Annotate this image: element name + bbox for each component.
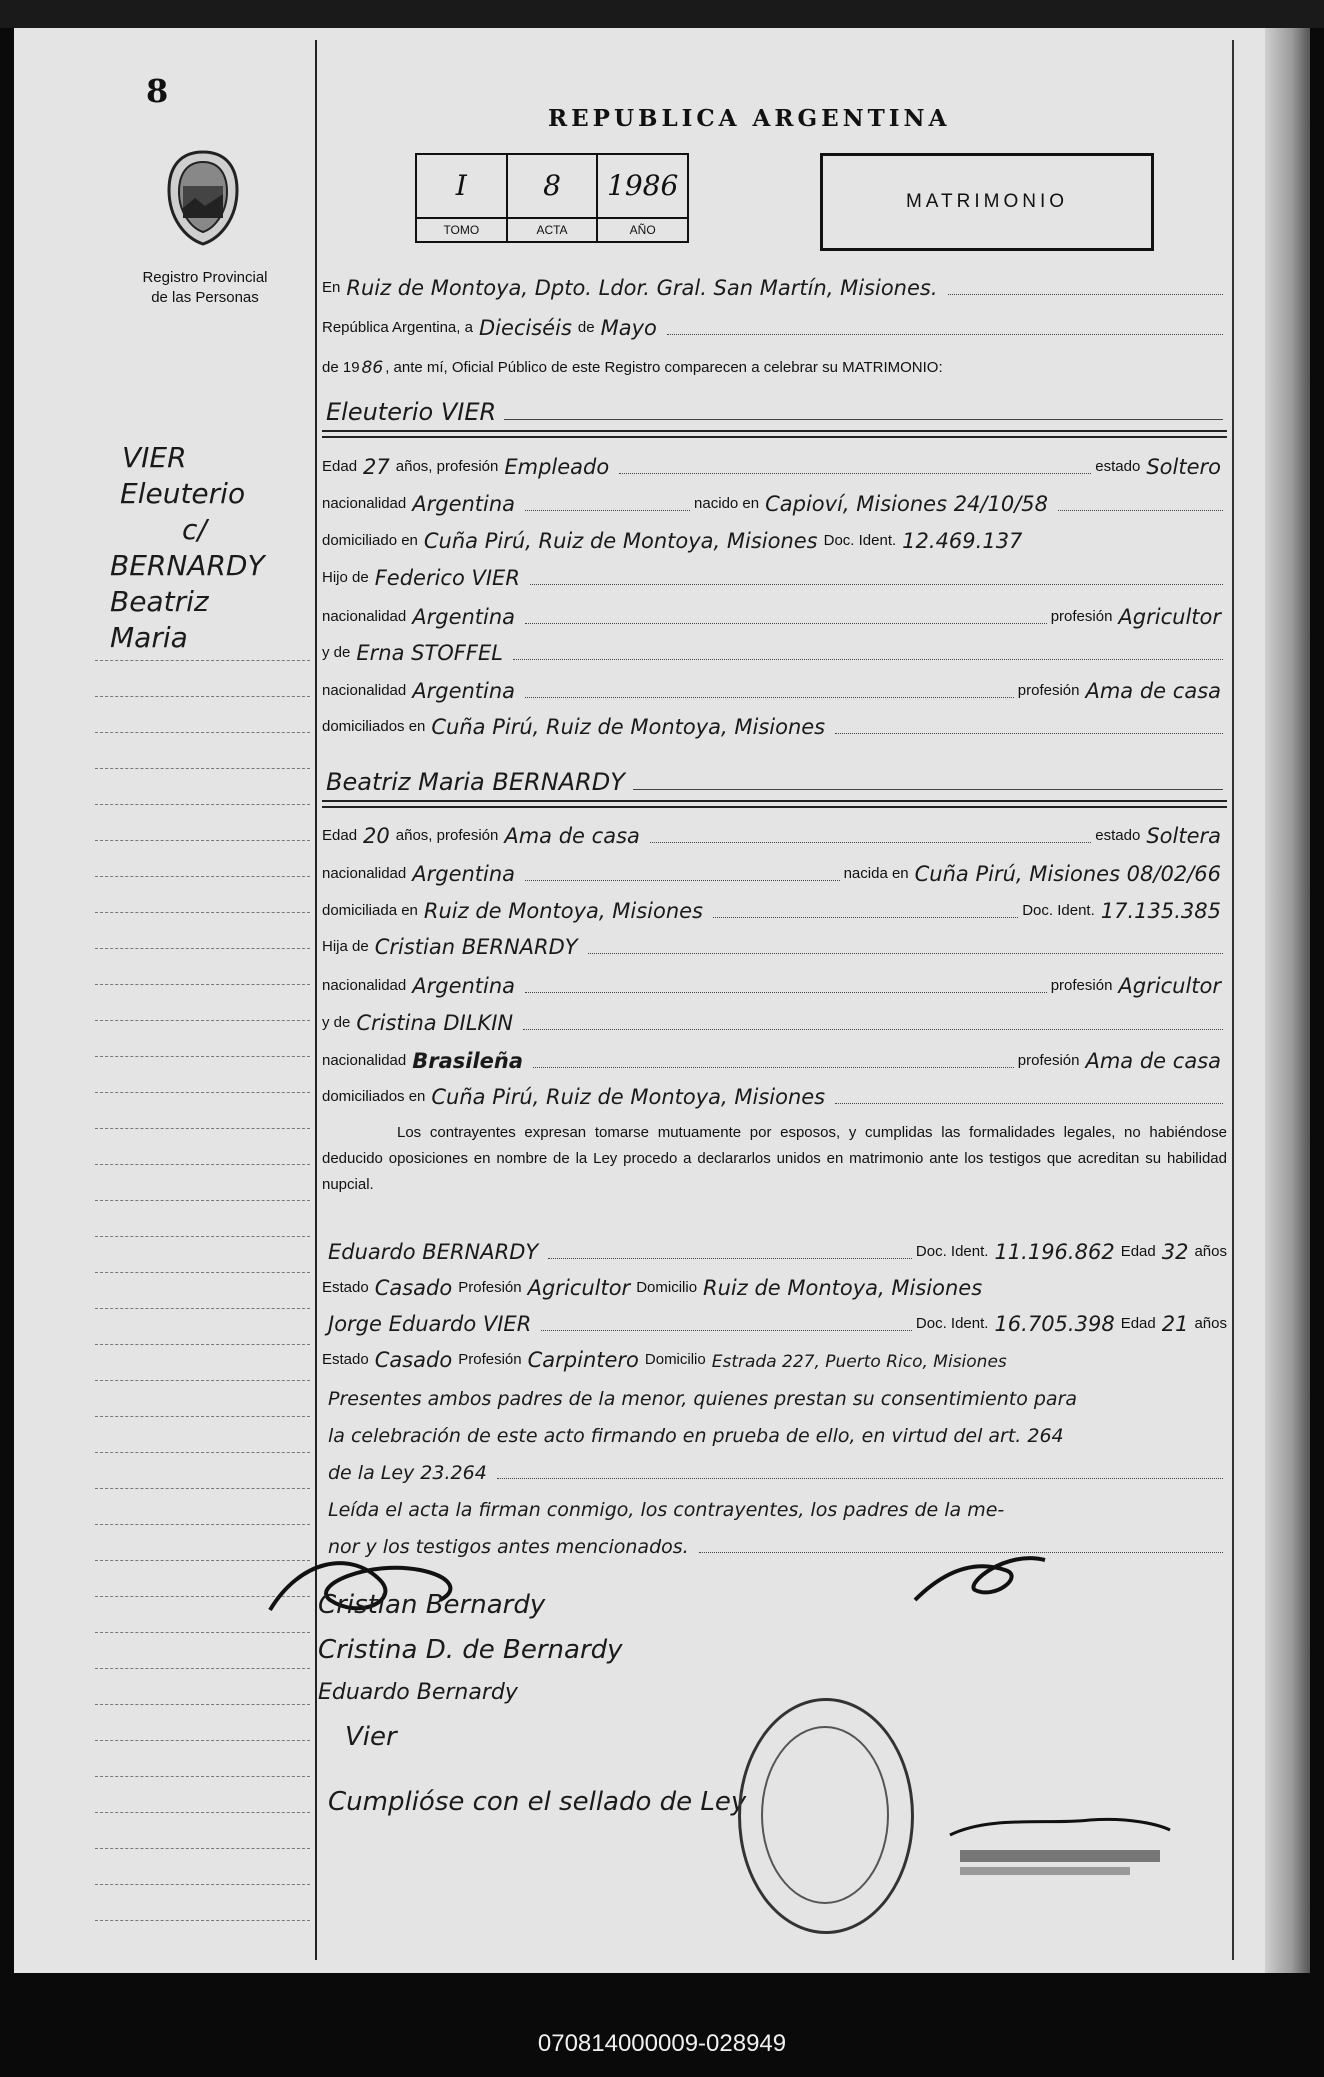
- margin-rule: [95, 1092, 310, 1093]
- note-line-1: Presentes ambos padres de la menor, quienes prestan su consentimiento para: [328, 1388, 1078, 1410]
- margin-rule: [95, 1056, 310, 1057]
- groom-name: Eleuterio VIER: [322, 390, 1227, 432]
- groom-father-line: Hijo de Federico VIER: [322, 558, 1227, 592]
- registry-stamp-icon: [738, 1698, 914, 1934]
- margin-rule: [95, 1848, 310, 1849]
- declaration-paragraph: Los contrayentes expresan tomarse mutuamente por esposos, y cumplidas las formalidades legales, no habiéndose deducido oposiciones en nombre de la Ley procedo a declararlos unidos en matrimonio ante los testigos que acreditan su habilidad nupcial.: [322, 1124, 1227, 1193]
- margin-rule: [95, 1380, 310, 1381]
- page-number: 8: [146, 72, 169, 110]
- margin-rule: [95, 1020, 310, 1021]
- right-margin-divider: [1232, 40, 1234, 1960]
- acta-cell: 8 ACTA: [508, 155, 599, 241]
- bride-domicile-line: domiciliada en Ruiz de Montoya, Misiones Doc. Ident. 17.135.385: [322, 899, 1221, 923]
- groom-nationality-line: nacionalidad Argentina nacido en Capioví, Misiones 24/10/58: [322, 484, 1227, 518]
- year-line: de 19 86 , ante mí, Oficial Público de este Registro comparecen a celebrar su MATRIMONIO:: [322, 358, 943, 378]
- bride-nationality-line: nacionalidad Argentina nacida en Cuña Pirú, Misiones 08/02/66: [322, 862, 1221, 886]
- record-number-box: [415, 153, 689, 243]
- closing-line: Cumplióse con el sellado de Ley: [328, 1787, 747, 1817]
- scan-top-edge: [0, 0, 1324, 28]
- bride-name: Beatriz Maria BERNARDY: [322, 760, 1227, 802]
- country-title: REPUBLICA ARGENTINA: [548, 105, 951, 132]
- margin-rule: [95, 1704, 310, 1705]
- margin-rule: [95, 840, 310, 841]
- margin-divider: [315, 40, 317, 1960]
- note-line-3: de la Ley 23.264: [322, 1452, 1227, 1486]
- place-line: En Ruiz de Montoya, Dpto. Ldor. Gral. San Martín, Misiones.: [322, 268, 1227, 302]
- witness1-details-line: Estado Casado Profesión Agricultor Domicilio Ruiz de Montoya, Misiones: [322, 1276, 983, 1300]
- signature-vier: Vier: [345, 1722, 397, 1752]
- document-code: 070814000009-028949: [537, 2030, 787, 2057]
- margin-rule: [95, 1452, 310, 1453]
- groom-domicile-line: domiciliado en Cuña Pirú, Ruiz de Montoya, Misiones Doc. Ident. 12.469.137: [322, 529, 1023, 553]
- signature-cristian: Cristian Bernardy: [318, 1590, 546, 1620]
- groom-signature-mark: [905, 1540, 1065, 1630]
- margin-rule: [95, 1920, 310, 1921]
- margin-rule: [95, 1344, 310, 1345]
- groom-mother-line: y de Erna STOFFEL: [322, 633, 1227, 667]
- margin-rule: [95, 768, 310, 769]
- margin-rule: [95, 732, 310, 733]
- signature-eduardo: Eduardo Bernardy: [318, 1680, 518, 1705]
- book-spine: [1265, 28, 1310, 1973]
- margin-rule: [95, 948, 310, 949]
- margin-rule: [95, 1164, 310, 1165]
- margin-rule: [95, 912, 310, 913]
- witness2-details-line: Estado Casado Profesión Carpintero Domicilio Estrada 227, Puerto Rico, Misiones: [322, 1348, 1007, 1372]
- margin-rule: [95, 660, 310, 661]
- ano-cell: 1986 AÑO: [598, 155, 687, 241]
- margin-annotation: VIER Eleuterio c/ BERNARDY Beatriz Maria: [110, 441, 265, 654]
- groom-age-line: Edad 27 años, profesión Empleado estado Soltero: [322, 455, 1221, 479]
- bride-mother-nat-line: nacionalidad Brasileña profesión Ama de casa: [322, 1049, 1221, 1073]
- margin-rule: [95, 876, 310, 877]
- bride-parents-domicile-line: domiciliados en Cuña Pirú, Ruiz de Montoya, Misiones: [322, 1077, 1227, 1111]
- witness1-line: Eduardo BERNARDY Doc. Ident. 11.196.862 Edad 32 años: [328, 1240, 1227, 1264]
- margin-rule: [95, 1272, 310, 1273]
- margin-rule: [95, 1416, 310, 1417]
- margin-rule: [95, 1236, 310, 1237]
- tomo-cell: I TOMO: [417, 155, 508, 241]
- signature-cristina: Cristina D. de Bernardy: [318, 1635, 623, 1665]
- witness2-line: Jorge Eduardo VIER Doc. Ident. 16.705.398 Edad 21 años: [328, 1312, 1227, 1336]
- separator: [322, 436, 1227, 438]
- groom-father-nat-line: nacionalidad Argentina profesión Agricultor: [322, 605, 1221, 629]
- registry-name: Registro Provincial de las Personas: [142, 269, 268, 306]
- bride-father-line: Hija de Cristian BERNARDY: [322, 927, 1227, 961]
- delegate-signature-stamp: [930, 1805, 1190, 1885]
- groom-mother-nat-line: nacionalidad Argentina profesión Ama de casa: [322, 679, 1221, 703]
- act-type-box: MATRIMONIO: [820, 153, 1154, 251]
- groom-parents-domicile-line: domiciliados en Cuña Pirú, Ruiz de Montoya, Misiones: [322, 707, 1227, 741]
- margin-rule: [95, 1524, 310, 1525]
- separator: [322, 806, 1227, 808]
- bride-father-nat-line: nacionalidad Argentina profesión Agricultor: [322, 974, 1221, 998]
- margin-rule: [95, 1776, 310, 1777]
- province-seal-icon: [165, 148, 241, 248]
- margin-rule: [95, 1200, 310, 1201]
- margin-rule: [95, 1632, 310, 1633]
- margin-rule: [95, 1740, 310, 1741]
- margin-rule: [95, 984, 310, 985]
- margin-rule: [95, 1488, 310, 1489]
- bride-age-line: Edad 20 años, profesión Ama de casa estado Soltera: [322, 824, 1221, 848]
- note-line-4: Leída el acta la firman conmigo, los contrayentes, los padres de la me-: [328, 1499, 1005, 1521]
- bride-mother-line: y de Cristina DILKIN: [322, 1003, 1227, 1037]
- margin-rule: [95, 696, 310, 697]
- margin-rule: [95, 1308, 310, 1309]
- margin-rule: [95, 1128, 310, 1129]
- note-line-2: la celebración de este acto firmando en prueba de ello, en virtud del art. 264: [328, 1425, 1064, 1447]
- margin-rule: [95, 1668, 310, 1669]
- margin-rule: [95, 1812, 310, 1813]
- note-line-5: nor y los testigos antes mencionados.: [322, 1526, 1227, 1560]
- date-line: República Argentina, a Dieciséis de Mayo: [322, 308, 1227, 342]
- margin-rule: [95, 804, 310, 805]
- margin-rule: [95, 1884, 310, 1885]
